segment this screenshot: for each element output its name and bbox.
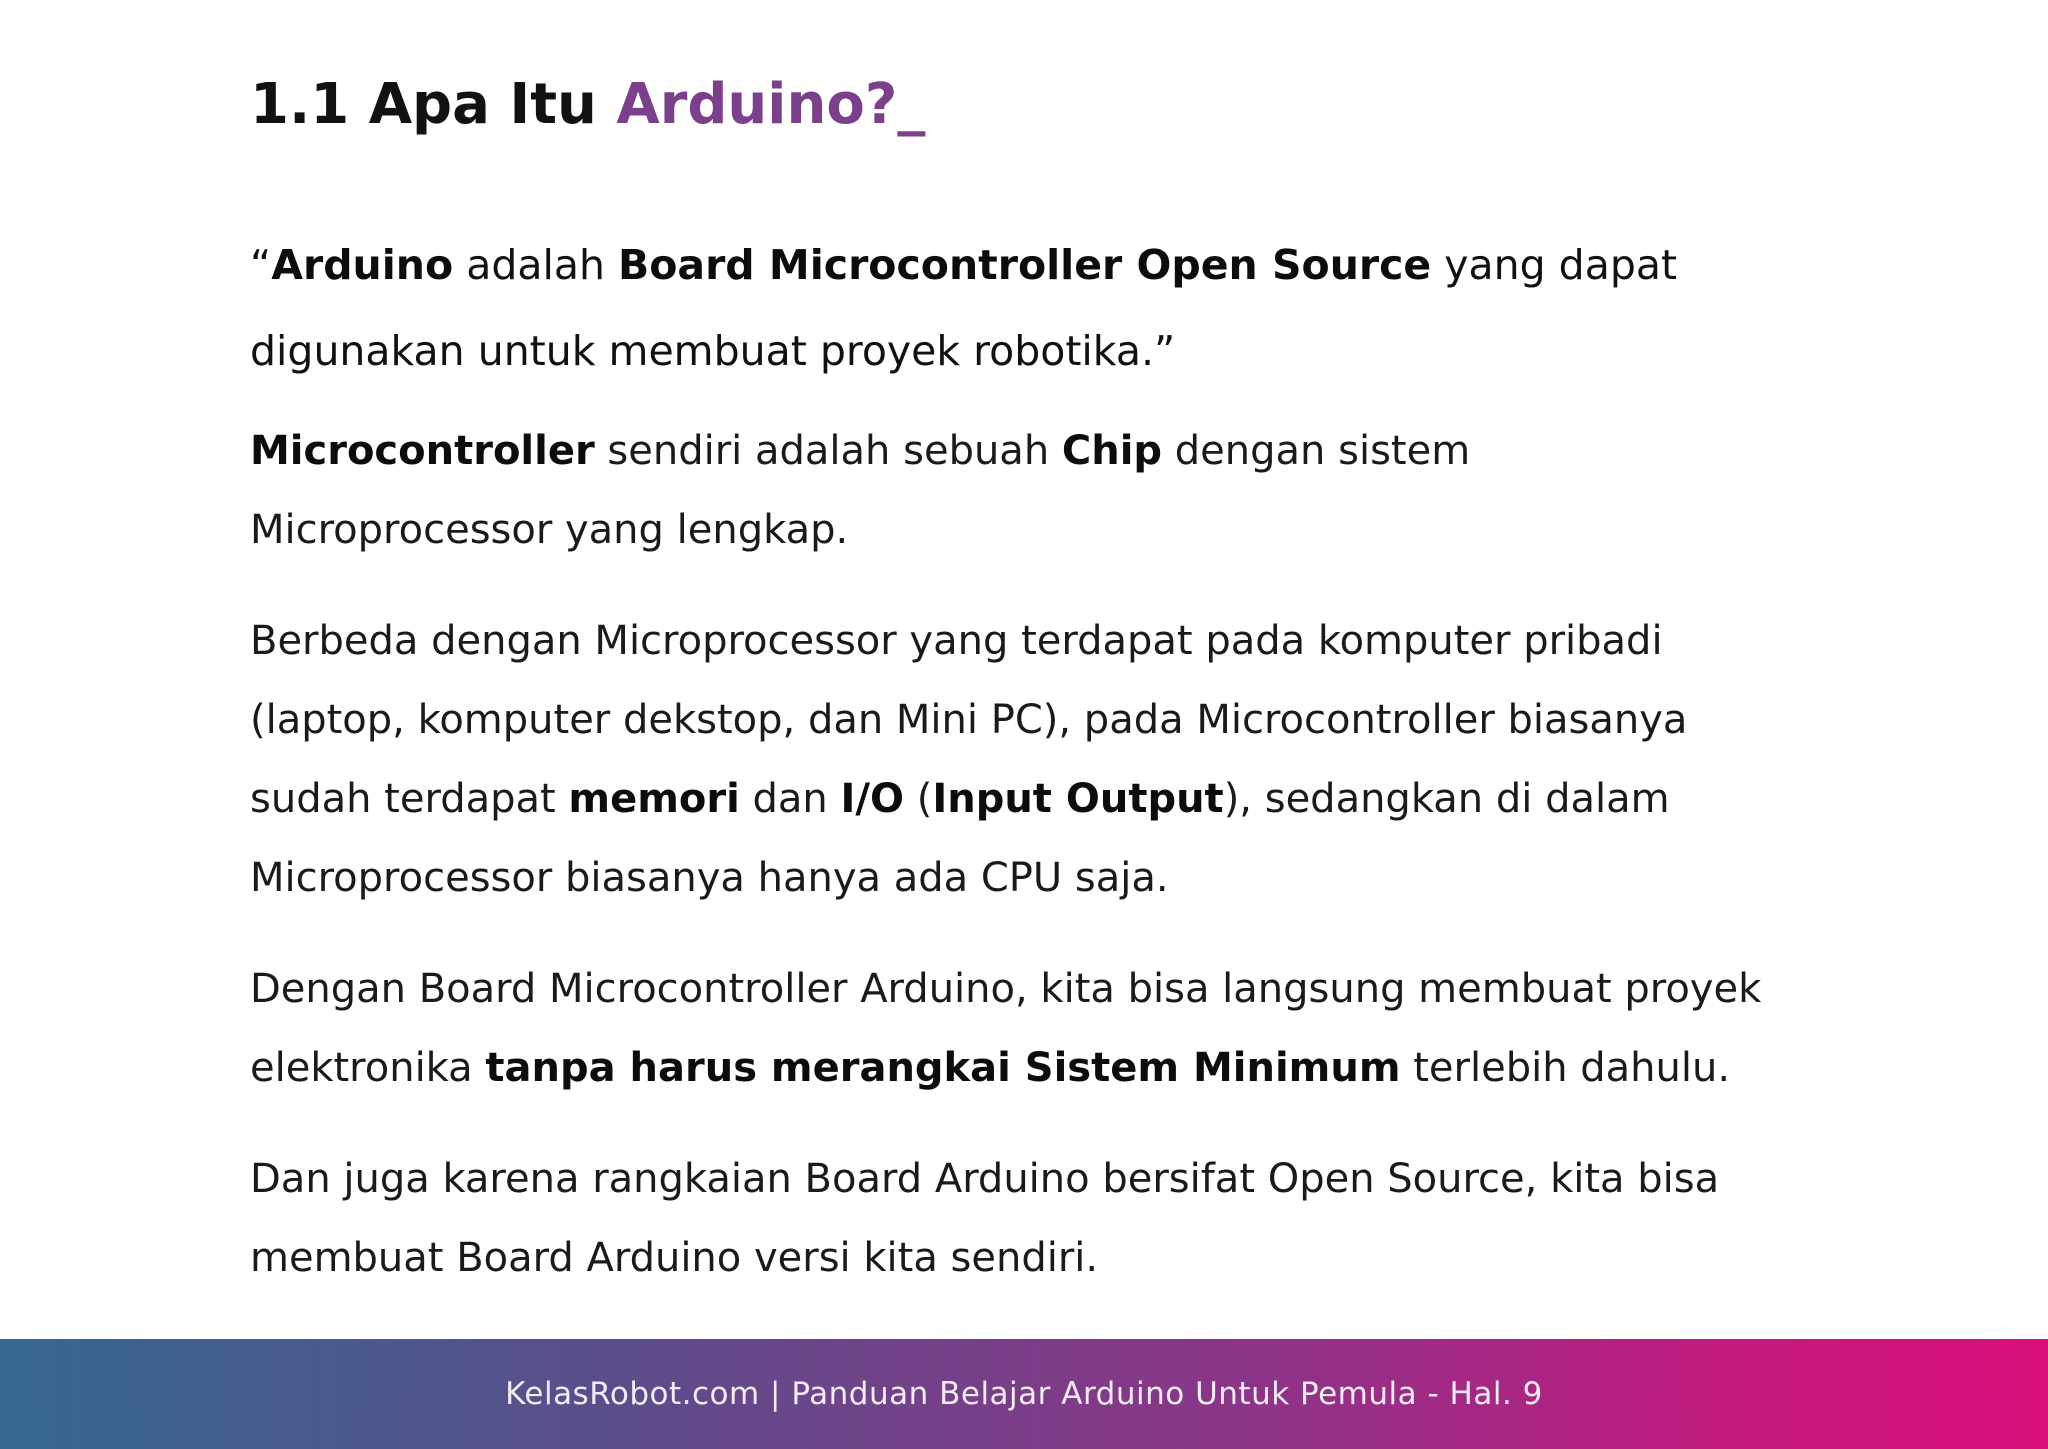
term-arduino: Arduino: [271, 241, 454, 289]
definition-quote: [250, 222, 1770, 394]
quote-open: “: [250, 241, 272, 289]
text-run: sendiri adalah sebuah: [594, 428, 1062, 474]
heading-prefix: 1.1 Apa Itu: [250, 72, 617, 137]
section-heading: [250, 72, 925, 137]
body-content: [250, 222, 1770, 1298]
text-run: dan: [739, 776, 841, 822]
term-board-microcontroller: Board Microcontroller Open Source: [618, 241, 1432, 289]
term-io: I/O: [840, 776, 904, 822]
text-run: Berbeda dengan Microprocessor yang terdapat pada komputer pribadi (laptop, komputer dekstop, dan Mini PC), pada Microcontroller biasanya sudah terdapat: [250, 618, 1688, 822]
text-run: dengan sistem Microprocessor yang lengkap.: [250, 428, 1471, 553]
paragraph-board-arduino: [250, 950, 1770, 1108]
term-sistem-minimum: tanpa harus merangkai Sistem Minimum: [485, 1045, 1401, 1091]
term-memori: memori: [568, 776, 740, 822]
paragraph-open-source: [250, 1140, 1770, 1298]
text-run: ), sedangkan di dalam Microprocessor biasanya hanya ada CPU saja.: [250, 776, 1670, 901]
term-chip: Chip: [1061, 428, 1163, 474]
text-run: terlebih dahulu.: [1400, 1045, 1731, 1091]
text-run: Dengan Board Microcontroller Arduino, kita bisa langsung membuat proyek elektronika: [250, 966, 1762, 1091]
text-run: yang dapat digunakan untuk membuat proyek robotika.”: [250, 241, 1678, 375]
footer-text: KelasRobot.com | Panduan Belajar Arduino Untuk Pemula - Hal. 9: [505, 1376, 1543, 1412]
text-run: Dan juga karena rangkaian Board Arduino bersifat Open Source, kita bisa membuat Board Arduino versi kita sendiri.: [250, 1156, 1720, 1281]
term-microcontroller: Microcontroller: [250, 428, 595, 474]
text-run: adalah: [453, 241, 618, 289]
page-footer: [0, 1339, 2048, 1449]
paragraph-microcontroller: [250, 412, 1770, 570]
term-input-output: Input Output: [932, 776, 1224, 822]
paragraph-microprocessor: [250, 602, 1770, 918]
text-run: (: [904, 776, 933, 822]
heading-accent: Arduino?_: [616, 72, 926, 137]
